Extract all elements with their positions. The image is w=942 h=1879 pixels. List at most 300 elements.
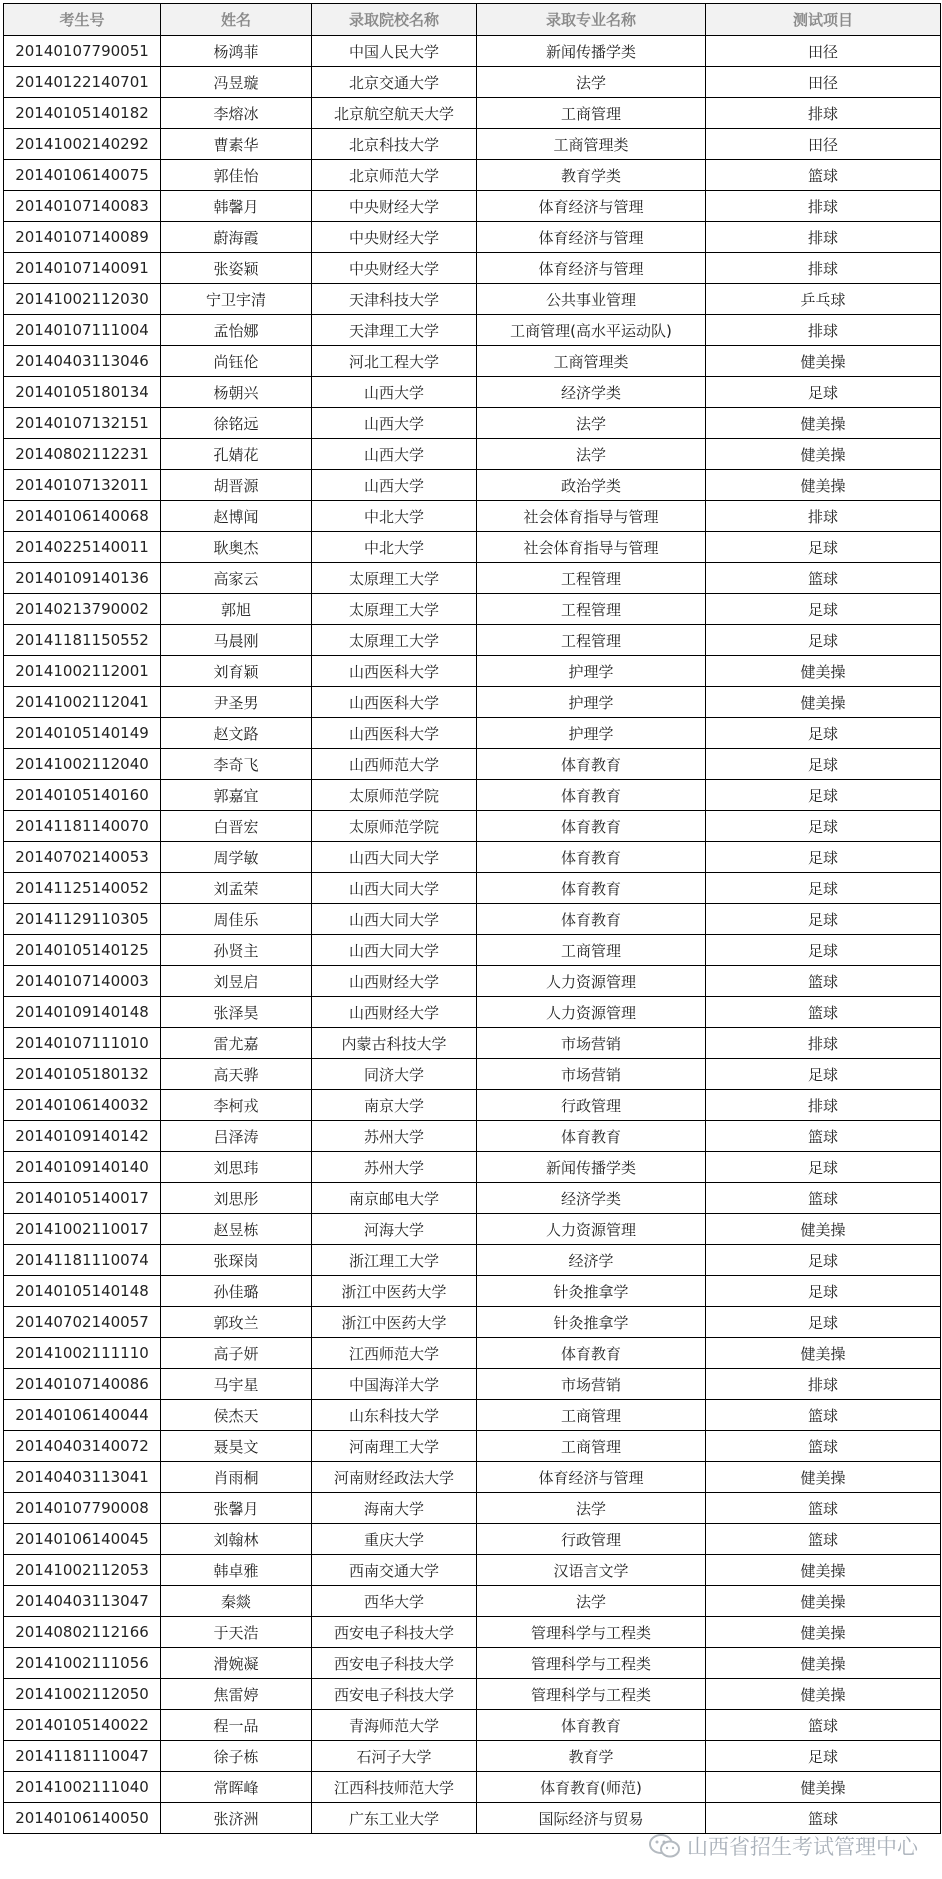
cell-test-item: 排球 <box>706 1369 941 1400</box>
cell-school: 中国人民大学 <box>312 36 477 67</box>
cell-exam-id: 20141002140292 <box>4 129 161 160</box>
table-row <box>4 1152 941 1183</box>
cell-major: 体育经济与管理 <box>477 253 706 284</box>
cell-major: 体育教育 <box>477 842 706 873</box>
cell-exam-id: 20140109140136 <box>4 563 161 594</box>
cell-test-item: 篮球 <box>706 1524 941 1555</box>
cell-name: 郭嘉宜 <box>161 780 312 811</box>
watermark <box>649 1821 918 1871</box>
cell-name: 于天浩 <box>161 1617 312 1648</box>
cell-school: 太原理工大学 <box>312 563 477 594</box>
cell-name: 韩馨月 <box>161 191 312 222</box>
cell-major: 体育教育 <box>477 1338 706 1369</box>
cell-name: 张琛岗 <box>161 1245 312 1276</box>
cell-major: 人力资源管理 <box>477 997 706 1028</box>
cell-test-item: 健美操 <box>706 1679 941 1710</box>
cell-major: 体育教育 <box>477 904 706 935</box>
cell-school: 山西师范大学 <box>312 749 477 780</box>
cell-test-item: 田径 <box>706 67 941 98</box>
cell-exam-id: 20141181110047 <box>4 1741 161 1772</box>
table-row <box>4 1338 941 1369</box>
cell-school: 山西医科大学 <box>312 718 477 749</box>
cell-test-item: 排球 <box>706 1028 941 1059</box>
cell-test-item: 足球 <box>706 377 941 408</box>
cell-major: 护理学 <box>477 656 706 687</box>
cell-name: 吕泽涛 <box>161 1121 312 1152</box>
cell-test-item: 健美操 <box>706 1338 941 1369</box>
cell-name: 刘孟荣 <box>161 873 312 904</box>
table-row <box>4 935 941 966</box>
cell-name: 肖雨桐 <box>161 1462 312 1493</box>
cell-major: 护理学 <box>477 718 706 749</box>
table-row <box>4 470 941 501</box>
cell-name: 韩卓雅 <box>161 1555 312 1586</box>
cell-exam-id: 20141002110017 <box>4 1214 161 1245</box>
cell-name: 张济洲 <box>161 1803 312 1834</box>
cell-name: 高子妍 <box>161 1338 312 1369</box>
table-row <box>4 129 941 160</box>
cell-name: 孟怡娜 <box>161 315 312 346</box>
cell-major: 针灸推拿学 <box>477 1307 706 1338</box>
cell-exam-id: 20141002112041 <box>4 687 161 718</box>
cell-test-item: 乒乓球 <box>706 284 941 315</box>
cell-test-item: 篮球 <box>706 1710 941 1741</box>
table-row <box>4 377 941 408</box>
cell-major: 行政管理 <box>477 1524 706 1555</box>
cell-exam-id: 20140105140149 <box>4 718 161 749</box>
cell-major: 法学 <box>477 408 706 439</box>
cell-test-item: 排球 <box>706 222 941 253</box>
cell-name: 赵文路 <box>161 718 312 749</box>
cell-test-item: 健美操 <box>706 687 941 718</box>
cell-major: 针灸推拿学 <box>477 1276 706 1307</box>
table-row <box>4 160 941 191</box>
cell-name: 马晨刚 <box>161 625 312 656</box>
cell-name: 高家云 <box>161 563 312 594</box>
cell-major: 体育经济与管理 <box>477 222 706 253</box>
cell-name: 孙佳璐 <box>161 1276 312 1307</box>
cell-test-item: 篮球 <box>706 997 941 1028</box>
cell-name: 高天骅 <box>161 1059 312 1090</box>
table-row <box>4 1307 941 1338</box>
table-row <box>4 625 941 656</box>
cell-exam-id: 20140105140017 <box>4 1183 161 1214</box>
cell-name: 张姿颖 <box>161 253 312 284</box>
cell-school: 苏州大学 <box>312 1152 477 1183</box>
cell-major: 法学 <box>477 439 706 470</box>
watermark-text: 山西省招生考试管理中心 <box>687 1835 918 1859</box>
cell-major: 体育教育 <box>477 811 706 842</box>
cell-name: 尹圣男 <box>161 687 312 718</box>
cell-test-item: 足球 <box>706 718 941 749</box>
table-row <box>4 315 941 346</box>
cell-school: 南京邮电大学 <box>312 1183 477 1214</box>
cell-exam-id: 20140105140125 <box>4 935 161 966</box>
cell-major: 体育经济与管理 <box>477 1462 706 1493</box>
table-row <box>4 1183 941 1214</box>
cell-exam-id: 20140105140182 <box>4 98 161 129</box>
cell-test-item: 排球 <box>706 253 941 284</box>
cell-exam-id: 20140802112231 <box>4 439 161 470</box>
table-row <box>4 1617 941 1648</box>
table-row <box>4 966 941 997</box>
cell-school: 北京交通大学 <box>312 67 477 98</box>
cell-exam-id: 20141181110074 <box>4 1245 161 1276</box>
cell-major: 体育教育 <box>477 1121 706 1152</box>
cell-major: 工商管理(高水平运动队) <box>477 315 706 346</box>
cell-school: 山东科技大学 <box>312 1400 477 1431</box>
header-test-item: 测试项目 <box>706 4 941 36</box>
table-row <box>4 36 941 67</box>
cell-major: 工商管理 <box>477 98 706 129</box>
table-row <box>4 1059 941 1090</box>
cell-major: 工商管理类 <box>477 129 706 160</box>
cell-exam-id: 20140702140053 <box>4 842 161 873</box>
cell-name: 赵博闻 <box>161 501 312 532</box>
cell-exam-id: 20140225140011 <box>4 532 161 563</box>
cell-test-item: 篮球 <box>706 966 941 997</box>
table-row <box>4 501 941 532</box>
cell-name: 张馨月 <box>161 1493 312 1524</box>
cell-school: 中央财经大学 <box>312 253 477 284</box>
cell-exam-id: 20140109140148 <box>4 997 161 1028</box>
cell-exam-id: 20140107132151 <box>4 408 161 439</box>
cell-test-item: 篮球 <box>706 1493 941 1524</box>
cell-exam-id: 20140109140142 <box>4 1121 161 1152</box>
cell-test-item: 篮球 <box>706 1431 941 1462</box>
cell-school: 山西医科大学 <box>312 687 477 718</box>
cell-name: 刘思彤 <box>161 1183 312 1214</box>
cell-school: 山西大学 <box>312 408 477 439</box>
table-row <box>4 563 941 594</box>
cell-school: 青海师范大学 <box>312 1710 477 1741</box>
cell-name: 冯昱璇 <box>161 67 312 98</box>
cell-exam-id: 20141002111040 <box>4 1772 161 1803</box>
cell-exam-id: 20141129110305 <box>4 904 161 935</box>
cell-school: 苏州大学 <box>312 1121 477 1152</box>
cell-name: 秦燚 <box>161 1586 312 1617</box>
cell-school: 中北大学 <box>312 532 477 563</box>
cell-name: 耿奥杰 <box>161 532 312 563</box>
cell-test-item: 足球 <box>706 594 941 625</box>
cell-exam-id: 20140403113041 <box>4 1462 161 1493</box>
cell-test-item: 足球 <box>706 873 941 904</box>
cell-exam-id: 20140105140160 <box>4 780 161 811</box>
cell-test-item: 足球 <box>706 1276 941 1307</box>
cell-test-item: 健美操 <box>706 1214 941 1245</box>
table-row <box>4 253 941 284</box>
cell-name: 李奇飞 <box>161 749 312 780</box>
table-row <box>4 1121 941 1152</box>
table-row <box>4 594 941 625</box>
cell-exam-id: 20140107140003 <box>4 966 161 997</box>
cell-exam-id: 20141181140070 <box>4 811 161 842</box>
cell-exam-id: 20140107140086 <box>4 1369 161 1400</box>
cell-exam-id: 20140106140068 <box>4 501 161 532</box>
cell-school: 河北工程大学 <box>312 346 477 377</box>
header-school: 录取院校名称 <box>312 4 477 36</box>
cell-major: 管理科学与工程类 <box>477 1679 706 1710</box>
cell-name: 杨鸿菲 <box>161 36 312 67</box>
cell-exam-id: 20140403140072 <box>4 1431 161 1462</box>
cell-major: 体育教育 <box>477 873 706 904</box>
cell-major: 市场营销 <box>477 1059 706 1090</box>
table-row <box>4 1586 941 1617</box>
cell-major: 工商管理 <box>477 1431 706 1462</box>
table-row <box>4 1431 941 1462</box>
cell-major: 市场营销 <box>477 1369 706 1400</box>
cell-test-item: 健美操 <box>706 1772 941 1803</box>
cell-school: 广东工业大学 <box>312 1803 477 1834</box>
cell-exam-id: 20140106140045 <box>4 1524 161 1555</box>
cell-major: 体育教育 <box>477 780 706 811</box>
cell-test-item: 健美操 <box>706 1648 941 1679</box>
cell-exam-id: 20140107790008 <box>4 1493 161 1524</box>
cell-school: 江西师范大学 <box>312 1338 477 1369</box>
header-exam-id: 考生号 <box>4 4 161 36</box>
cell-name: 徐铭远 <box>161 408 312 439</box>
cell-name: 郭玫兰 <box>161 1307 312 1338</box>
cell-name: 孙贤主 <box>161 935 312 966</box>
cell-major: 社会体育指导与管理 <box>477 501 706 532</box>
cell-exam-id: 20140213790002 <box>4 594 161 625</box>
cell-school: 山西大学 <box>312 470 477 501</box>
cell-school: 太原师范学院 <box>312 780 477 811</box>
cell-test-item: 足球 <box>706 625 941 656</box>
cell-name: 李熔冰 <box>161 98 312 129</box>
table-row <box>4 811 941 842</box>
cell-school: 西安电子科技大学 <box>312 1679 477 1710</box>
table-row <box>4 1741 941 1772</box>
cell-exam-id: 20140107111004 <box>4 315 161 346</box>
table-row <box>4 780 941 811</box>
table-row <box>4 191 941 222</box>
cell-test-item: 篮球 <box>706 1121 941 1152</box>
cell-exam-id: 20141002111056 <box>4 1648 161 1679</box>
cell-exam-id: 20140107140089 <box>4 222 161 253</box>
cell-name: 刘昱启 <box>161 966 312 997</box>
cell-test-item: 排球 <box>706 98 941 129</box>
cell-major: 护理学 <box>477 687 706 718</box>
cell-name: 滑婉凝 <box>161 1648 312 1679</box>
cell-exam-id: 20140109140140 <box>4 1152 161 1183</box>
cell-name: 孔婧花 <box>161 439 312 470</box>
cell-exam-id: 20140107140083 <box>4 191 161 222</box>
cell-name: 雷尤嘉 <box>161 1028 312 1059</box>
cell-major: 法学 <box>477 1493 706 1524</box>
wechat-icon <box>649 1833 681 1859</box>
cell-school: 太原理工大学 <box>312 594 477 625</box>
cell-school: 江西科技师范大学 <box>312 1772 477 1803</box>
cell-test-item: 健美操 <box>706 470 941 501</box>
cell-school: 中国海洋大学 <box>312 1369 477 1400</box>
cell-school: 重庆大学 <box>312 1524 477 1555</box>
cell-test-item: 足球 <box>706 935 941 966</box>
cell-school: 河南理工大学 <box>312 1431 477 1462</box>
cell-test-item: 足球 <box>706 749 941 780</box>
cell-test-item: 足球 <box>706 1245 941 1276</box>
cell-test-item: 健美操 <box>706 1617 941 1648</box>
cell-major: 新闻传播学类 <box>477 36 706 67</box>
cell-test-item: 排球 <box>706 191 941 222</box>
cell-school: 太原理工大学 <box>312 625 477 656</box>
cell-name: 周佳乐 <box>161 904 312 935</box>
table-row <box>4 1245 941 1276</box>
table-row <box>4 1400 941 1431</box>
cell-school: 山西大学 <box>312 439 477 470</box>
table-row <box>4 222 941 253</box>
cell-exam-id: 20140107111010 <box>4 1028 161 1059</box>
cell-exam-id: 20140105140148 <box>4 1276 161 1307</box>
cell-exam-id: 20141125140052 <box>4 873 161 904</box>
cell-name: 刘育颖 <box>161 656 312 687</box>
cell-major: 人力资源管理 <box>477 1214 706 1245</box>
cell-test-item: 健美操 <box>706 656 941 687</box>
cell-test-item: 健美操 <box>706 408 941 439</box>
cell-exam-id: 20140105140022 <box>4 1710 161 1741</box>
cell-exam-id: 20140802112166 <box>4 1617 161 1648</box>
cell-test-item: 排球 <box>706 315 941 346</box>
table-row <box>4 842 941 873</box>
table-row <box>4 1524 941 1555</box>
cell-major: 管理科学与工程类 <box>477 1648 706 1679</box>
cell-major: 教育学 <box>477 1741 706 1772</box>
cell-school: 山西大同大学 <box>312 904 477 935</box>
table-row <box>4 346 941 377</box>
cell-exam-id: 20140106140032 <box>4 1090 161 1121</box>
cell-major: 工程管理 <box>477 594 706 625</box>
cell-major: 人力资源管理 <box>477 966 706 997</box>
cell-exam-id: 20140105180132 <box>4 1059 161 1090</box>
table-row <box>4 1710 941 1741</box>
cell-school: 山西大同大学 <box>312 873 477 904</box>
table-row <box>4 1276 941 1307</box>
cell-school: 中北大学 <box>312 501 477 532</box>
cell-school: 山西财经大学 <box>312 966 477 997</box>
cell-school: 内蒙古科技大学 <box>312 1028 477 1059</box>
cell-name: 聂昊文 <box>161 1431 312 1462</box>
cell-test-item: 足球 <box>706 842 941 873</box>
cell-major: 行政管理 <box>477 1090 706 1121</box>
table-row <box>4 1028 941 1059</box>
cell-test-item: 健美操 <box>706 1462 941 1493</box>
cell-school: 南京大学 <box>312 1090 477 1121</box>
cell-major: 公共事业管理 <box>477 284 706 315</box>
cell-major: 法学 <box>477 1586 706 1617</box>
cell-exam-id: 20140107140091 <box>4 253 161 284</box>
cell-test-item: 篮球 <box>706 1400 941 1431</box>
cell-test-item: 足球 <box>706 532 941 563</box>
table-row <box>4 1369 941 1400</box>
table-row <box>4 98 941 129</box>
cell-school: 西安电子科技大学 <box>312 1648 477 1679</box>
cell-test-item: 健美操 <box>706 1586 941 1617</box>
cell-test-item: 田径 <box>706 36 941 67</box>
header-name: 姓名 <box>161 4 312 36</box>
cell-name: 宁卫宇清 <box>161 284 312 315</box>
cell-school: 同济大学 <box>312 1059 477 1090</box>
cell-test-item: 足球 <box>706 1741 941 1772</box>
cell-major: 管理科学与工程类 <box>477 1617 706 1648</box>
cell-school: 西华大学 <box>312 1586 477 1617</box>
cell-exam-id: 20140106140050 <box>4 1803 161 1834</box>
cell-name: 郭佳怡 <box>161 160 312 191</box>
cell-name: 常晖峰 <box>161 1772 312 1803</box>
cell-major: 政治学类 <box>477 470 706 501</box>
cell-name: 郭旭 <box>161 594 312 625</box>
cell-test-item: 健美操 <box>706 1555 941 1586</box>
table-row <box>4 408 941 439</box>
table-row <box>4 532 941 563</box>
cell-exam-id: 20140107790051 <box>4 36 161 67</box>
cell-school: 天津科技大学 <box>312 284 477 315</box>
cell-test-item: 足球 <box>706 904 941 935</box>
cell-school: 海南大学 <box>312 1493 477 1524</box>
cell-name: 焦雷婷 <box>161 1679 312 1710</box>
cell-school: 北京航空航天大学 <box>312 98 477 129</box>
cell-school: 西安电子科技大学 <box>312 1617 477 1648</box>
cell-name: 张泽昊 <box>161 997 312 1028</box>
cell-test-item: 足球 <box>706 811 941 842</box>
admission-table <box>3 3 941 1834</box>
cell-major: 法学 <box>477 67 706 98</box>
cell-exam-id: 20141002112040 <box>4 749 161 780</box>
cell-name: 蔚海霞 <box>161 222 312 253</box>
cell-school: 浙江理工大学 <box>312 1245 477 1276</box>
cell-school: 山西大同大学 <box>312 842 477 873</box>
cell-name: 侯杰天 <box>161 1400 312 1431</box>
cell-major: 体育经济与管理 <box>477 191 706 222</box>
table-row <box>4 749 941 780</box>
cell-exam-id: 20140107132011 <box>4 470 161 501</box>
cell-school: 北京师范大学 <box>312 160 477 191</box>
cell-test-item: 足球 <box>706 1059 941 1090</box>
cell-school: 西南交通大学 <box>312 1555 477 1586</box>
table-row <box>4 1214 941 1245</box>
table-row <box>4 1648 941 1679</box>
cell-exam-id: 20141002111110 <box>4 1338 161 1369</box>
cell-exam-id: 20141002112030 <box>4 284 161 315</box>
table-row <box>4 1462 941 1493</box>
table-row <box>4 656 941 687</box>
cell-school: 中央财经大学 <box>312 191 477 222</box>
cell-test-item: 篮球 <box>706 563 941 594</box>
cell-school: 山西财经大学 <box>312 997 477 1028</box>
cell-major: 经济学 <box>477 1245 706 1276</box>
cell-name: 李柯戎 <box>161 1090 312 1121</box>
cell-exam-id: 20140702140057 <box>4 1307 161 1338</box>
table-header <box>4 4 941 36</box>
table-row <box>4 873 941 904</box>
cell-major: 工商管理类 <box>477 346 706 377</box>
cell-name: 赵昱栋 <box>161 1214 312 1245</box>
cell-exam-id: 20140106140044 <box>4 1400 161 1431</box>
cell-school: 中央财经大学 <box>312 222 477 253</box>
cell-test-item: 篮球 <box>706 160 941 191</box>
cell-name: 马宇星 <box>161 1369 312 1400</box>
cell-test-item: 排球 <box>706 501 941 532</box>
cell-test-item: 田径 <box>706 129 941 160</box>
table-body <box>4 36 941 1834</box>
table-row <box>4 687 941 718</box>
cell-exam-id: 20140106140075 <box>4 160 161 191</box>
cell-school: 山西大学 <box>312 377 477 408</box>
cell-test-item: 健美操 <box>706 439 941 470</box>
header-row <box>4 4 941 36</box>
cell-school: 山西大同大学 <box>312 935 477 966</box>
cell-school: 山西医科大学 <box>312 656 477 687</box>
cell-major: 社会体育指导与管理 <box>477 532 706 563</box>
